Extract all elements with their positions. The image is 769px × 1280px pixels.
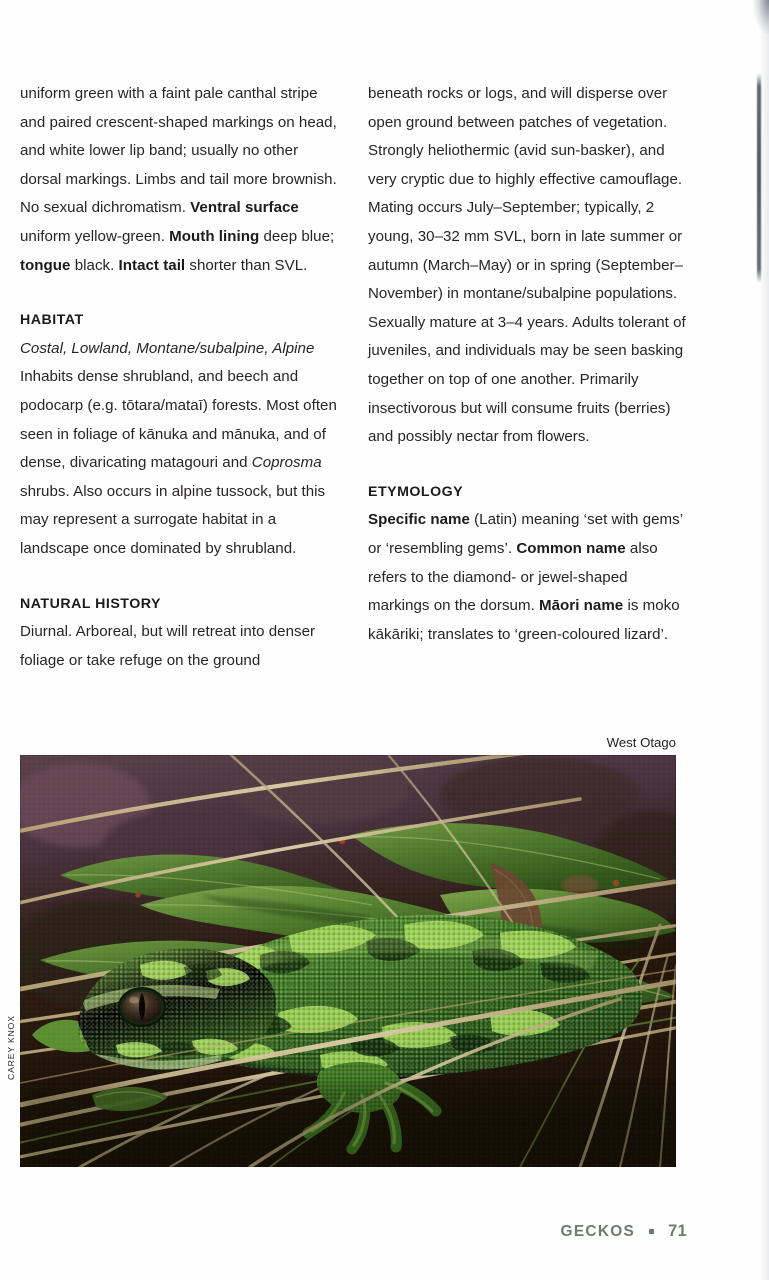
description-run-4: black. — [70, 256, 119, 274]
habitat-heading: HABITAT — [20, 312, 84, 329]
scan-artifact-corner — [753, 0, 769, 34]
description-paragraph — [20, 80, 340, 280]
description-run-3: deep blue; — [259, 227, 335, 245]
description-bold-intact-tail: Intact tail — [118, 256, 186, 274]
gecko-photograph — [20, 755, 676, 1167]
habitat-run-1: Inhabits dense shrubland, and beech and podocarp (e.g. tōtara/mataī) forests. Most often seen in foliage of kānuka and mānuka, and of dense, divaricating matagouri and — [20, 368, 337, 472]
natural-history-continued-section — [368, 80, 688, 452]
gecko-photo-illustration — [20, 755, 676, 1167]
natural-history-heading: NATURAL HISTORY — [20, 595, 161, 612]
habitat-run-2: shrubs. Also occurs in alpine tussock, but this may represent a surrogate habitat in a landscape once dominated by shrubland. — [20, 482, 326, 557]
habitat-paragraph — [20, 335, 340, 564]
page-footer — [561, 1222, 687, 1241]
description-run-1: uniform green with a faint pale canthal stripe and paired crescent-shaped markings on head, and white lower lip band; usually no other dorsal markings. Limbs and tail more brownish. No sexual dichromatism. — [20, 85, 337, 217]
description-run-2: uniform yellow-green. — [20, 227, 170, 245]
etymology-section — [368, 478, 688, 650]
etymology-bold-specific-name: Specific name — [368, 511, 470, 529]
etymology-run-1: (Latin) meaning ‘set with gems’ or ‘resembling gems’. — [368, 511, 683, 557]
description-bold-ventral-surface: Ventral surface — [190, 199, 299, 217]
natural-history-paragraph: Diurnal. Arboreal, but will retreat into denser foliage or take refuge on the ground — [20, 623, 316, 669]
description-bold-mouth-lining: Mouth lining — [169, 227, 260, 245]
photo-location-caption: West Otago — [606, 735, 676, 750]
natural-history-section — [20, 590, 340, 676]
footer-section-label: GECKOS — [560, 1222, 636, 1240]
habitat-italic-coprosma: Coprosma — [251, 454, 322, 472]
scan-artifact-bar — [757, 74, 761, 282]
etymology-bold-maori-name: Māori name — [539, 597, 624, 615]
footer-separator-dot — [649, 1229, 654, 1234]
etymology-paragraph — [368, 506, 688, 649]
etymology-run-2: also refers to the diamond- or jewel-shaped markings on the dorsum. — [368, 539, 658, 615]
right-column — [368, 80, 688, 675]
description-section — [20, 80, 340, 280]
natural-history-continued-paragraph: beneath rocks or logs, and will disperse over open ground between patches of vegetation. Strongly heliothermic (avid sun-basker), and very cryptic due to highly effective camouflage. Mating occurs July–September; typically, 2 young, 30–32 mm SVL, born in late summer or autumn (March–May) or in spring (September–November) in montane/subalpine populations. Sexually mature at 3–4 years. Adults tolerant of juveniles, and individuals may be seen basking together on top of one another. Primarily insectivorous but will consume fruits (berries) and possibly nectar from flowers. — [368, 85, 686, 446]
two-column-body — [20, 80, 688, 675]
photo-credit: CAREY KNOX — [6, 1015, 16, 1080]
etymology-bold-common-name: Common name — [516, 539, 626, 557]
etymology-run-3: is moko kākāriki; translates to ‘green-coloured lizard’. — [368, 597, 680, 643]
habitat-zones: Costal, Lowland, Montane/subalpine, Alpine — [20, 339, 315, 357]
description-run-5: shorter than SVL. — [185, 256, 308, 274]
page-number: 71 — [668, 1222, 687, 1240]
etymology-heading: ETYMOLOGY — [368, 483, 464, 500]
description-bold-tongue: tongue — [20, 256, 71, 274]
left-column — [20, 80, 340, 675]
habitat-section — [20, 306, 340, 563]
